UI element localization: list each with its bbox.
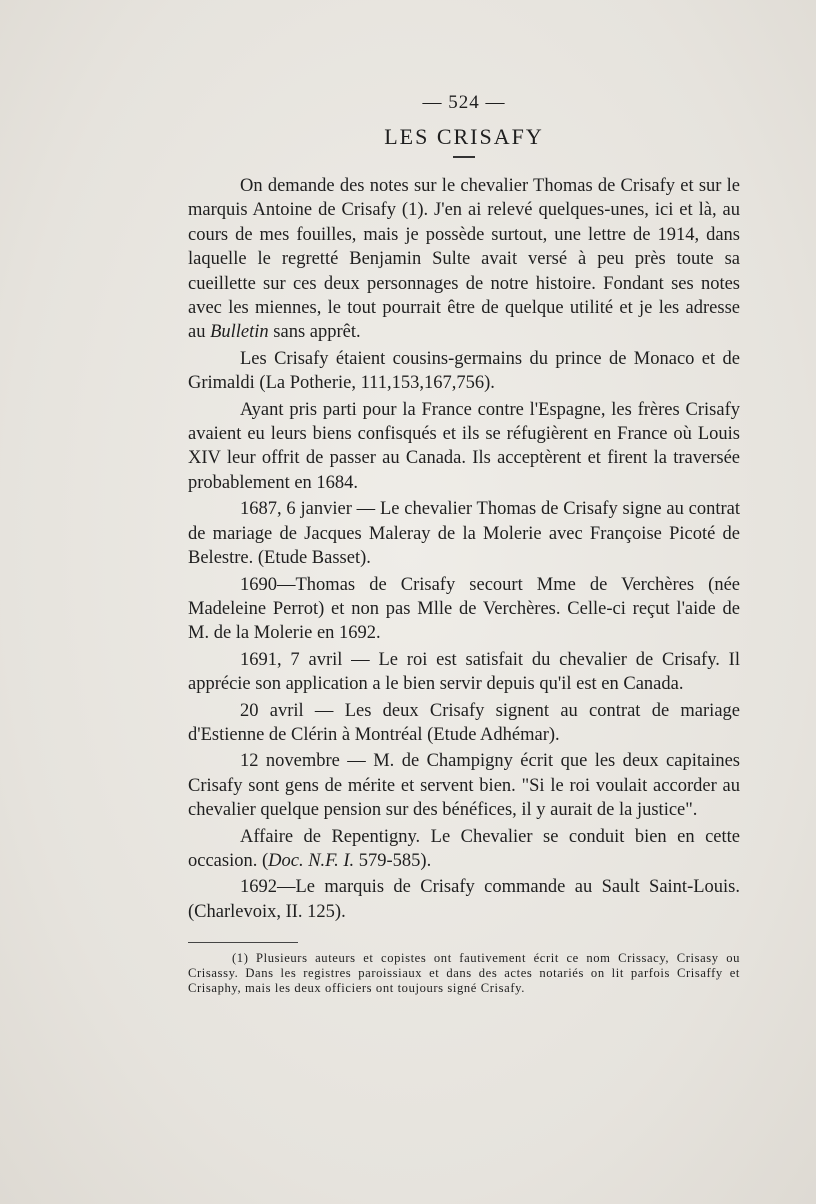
title-divider	[453, 156, 475, 158]
page-title: LES CRISAFY	[384, 124, 544, 149]
paragraph-april-20: 20 avril — Les deux Crisafy signent au contrat de mariage d'Estienne de Clérin à Montréal (Etude Adhémar).	[188, 700, 740, 745]
paragraph-intro: On demande des notes sur le chevalier Thomas de Crisafy et sur le marquis Antoine de Crisafy (1). J'en ai relevé quelques-unes, ici et là, au cours de mes fouilles, mais je possède surtout, une lettre de 1914, dans laquelle le regretté Benjamin Sulte avait versé à peu près toute sa cueillette sur ces deux personnages de notre histoire. Fondant ses notes avec les miennes, le tout pourrait être de quelque utilité et je les adresse au Bulletin sans apprêt.	[188, 176, 740, 343]
paragraph-cousins: Les Crisafy étaient cousins-germains du prince de Monaco et de Grimaldi (La Potherie, 111,153,167,756).	[188, 348, 740, 394]
page-number: — 524 —	[422, 92, 506, 113]
page-content	[188, 92, 740, 996]
article-body	[188, 174, 740, 924]
paragraph-repentigny: Affaire de Repentigny. Le Chevalier se conduit bien en cette occasion. (Doc. N.F. I. 579-585).	[188, 826, 740, 871]
paragraph-november-12: 12 novembre — M. de Champigny écrit que les deux capitaines Crisafy sont gens de mérite et servent bien. "Si le roi voulait accorder au chevalier quelque pension sur des bénéfices, il y aurait de la justice".	[188, 751, 740, 821]
paragraph-1690: 1690—Thomas de Crisafy secourt Mme de Verchères (née Madeleine Perrot) et non pas Mlle de Verchères. Celle-ci reçut l'aide de M. de la Molerie en 1692.	[188, 574, 740, 644]
footnote-divider	[188, 942, 298, 943]
paragraph-exile: Ayant pris parti pour la France contre l'Espagne, les frères Crisafy avaient eu leurs biens confisqués et ils se réfugièrent en France où Louis XIV leur offrit de passer au Canada. Ils acceptèrent et firent la traversée probablement en 1684.	[188, 399, 740, 493]
footnote: (1) Plusieurs auteurs et copistes ont fautivement écrit ce nom Crissacy, Crisasy ou Crisassy. Dans les registres paroissiaux et dans des actes notariés on lit parfois Crisaffy et Crisaphy, mais les deux officiers ont toujours signé Crisafy.	[188, 951, 740, 996]
paragraph-1692: 1692—Le marquis de Crisafy commande au Sault Saint-Louis. (Charlevoix, II. 125).	[188, 877, 740, 922]
paragraph-1687: 1687, 6 janvier — Le chevalier Thomas de Crisafy signe au contrat de mariage de Jacques Maleray de la Molerie avec Françoise Picoté de Belestre. (Etude Basset).	[188, 499, 740, 569]
paragraph-1691-april-7: 1691, 7 avril — Le roi est satisfait du chevalier de Crisafy. Il apprécie son application a le bien servir depuis qu'il est en Canada.	[188, 649, 740, 695]
